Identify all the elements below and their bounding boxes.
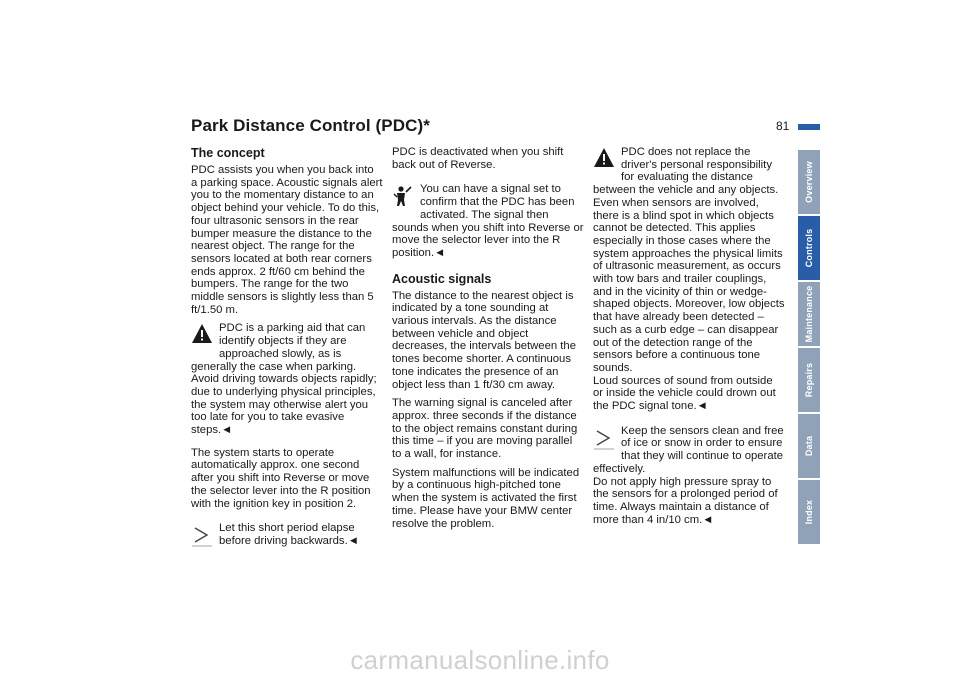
- watermark: carmanualsonline.info: [350, 645, 610, 675]
- warning-text: PDC does not replace the driver's personal responsibility for evaluating the distance between the vehicle and any objects. Even when sensors are involved, there is a blind spot in which objects cannot be detected. This applies especially in those cases where the system approaches the physical limits of ultrasonic measurement, as occurs with tow bars and trailer couplings, and in the vicinity of thin or wedge-shaped objects. Moreover, low objects that have already been detected – such as a curb edge – can disappear out of the detection range of the sensors before a continuous tone sounds.: [593, 146, 785, 374]
- tab-label: Maintenance: [804, 285, 814, 343]
- page-number-bar: [798, 124, 820, 130]
- warning-note: [593, 146, 785, 375]
- tab-repairs[interactable]: [798, 348, 820, 412]
- note-text: Let this short period elapse before driving backwards.: [219, 522, 355, 547]
- warning-text: PDC is a parking aid that can identify objects if they are approached slowly, as is generally the case when parking. Avoid driving towards objects rapidly; due to underlying physical principles, the system may otherwise alert you too late for you to take evasive steps.: [191, 322, 377, 437]
- column-1: [191, 146, 383, 554]
- tab-label: Overview: [804, 161, 814, 203]
- tab-controls[interactable]: [798, 216, 820, 280]
- warning-triangle-icon: [191, 323, 213, 347]
- column-3: [593, 146, 785, 526]
- end-mark: ◄: [221, 424, 233, 437]
- tab-overview[interactable]: [798, 150, 820, 214]
- paragraph: The distance to the nearest object is indicated by a tone sounding at various intervals. As the distance between vehicle and object decreases, the intervals between the tones become shorter. A continuous tone indicates the presence of an object less than 1 ft/30 cm away.: [392, 289, 576, 391]
- page-number: 81: [776, 119, 790, 133]
- tab-label: Repairs: [804, 362, 814, 398]
- tip-note: [392, 183, 584, 259]
- page-title: Park Distance Control (PDC)*: [191, 116, 430, 135]
- warning-text: Loud sources of sound from outside or inside the vehicle could drown out the PDC signal tone.: [593, 374, 776, 413]
- tab-maintenance[interactable]: [798, 282, 820, 346]
- paragraph: PDC is deactivated when you shift back out of Reverse.: [392, 146, 564, 171]
- paragraph: The system starts to operate automatically approx. one second after you shift into Reverse or move the selector lever into the R position with the ignition key in position 2.: [191, 446, 371, 510]
- info-note: [593, 425, 785, 476]
- note-chevron-icon: [191, 523, 213, 547]
- info-note: [191, 522, 383, 547]
- note-chevron-icon: [593, 426, 615, 450]
- paragraph: PDC assists you when you back into a parking space. Acoustic signals alert you to the momentary distance to an object behind your vehicle. To do this, four ultrasonic sensors in the rear bumper measure the distance to the nearest object. The range for the sensors located at both rear corners ends approx. 2 ft/60 cm behind the bumpers. The range for the two middle sensors is slightly less than 5 ft/1.50 m.: [191, 164, 383, 316]
- tab-data[interactable]: [798, 414, 820, 478]
- tab-label: Controls: [804, 228, 814, 268]
- note-text: Do not apply high pressure spray to the sensors for a prolonged period of time. Always maintain a distance of more than 4 in/10 cm.: [593, 475, 778, 526]
- end-mark: ◄: [702, 513, 714, 526]
- column-2: [392, 146, 584, 536]
- end-mark: ◄: [347, 534, 359, 547]
- section-tabs: [798, 150, 820, 546]
- note-text: Keep the sensors clean and free of ice or snow in order to ensure that they will continue to operate effectively.: [593, 424, 784, 475]
- warning-triangle-icon: [593, 147, 615, 171]
- section-heading-concept: The concept: [191, 146, 265, 160]
- person-tool-icon: [392, 184, 414, 208]
- paragraph: System malfunctions will be indicated by a continuous high-pitched tone when the system is activated the first time. Please have your BMW center resolve the problem.: [392, 466, 580, 530]
- warning-note: [191, 322, 383, 436]
- paragraph: [593, 375, 785, 413]
- paragraph: [593, 476, 785, 527]
- end-mark: ◄: [696, 400, 708, 413]
- end-mark: ◄: [434, 246, 446, 259]
- section-heading-acoustic: Acoustic signals: [392, 271, 492, 286]
- tab-label: Data: [804, 435, 814, 457]
- tab-label: Index: [804, 499, 814, 525]
- tab-index[interactable]: [798, 480, 820, 544]
- tip-text: You can have a signal set to confirm that the PDC has been activated. The signal then sounds when you shift into Reverse or move the selector lever into the R position.: [392, 183, 584, 259]
- paragraph: The warning signal is canceled after approx. three seconds if the distance to the object remains constant during this time – if you are moving parallel to a wall, for instance.: [392, 397, 578, 461]
